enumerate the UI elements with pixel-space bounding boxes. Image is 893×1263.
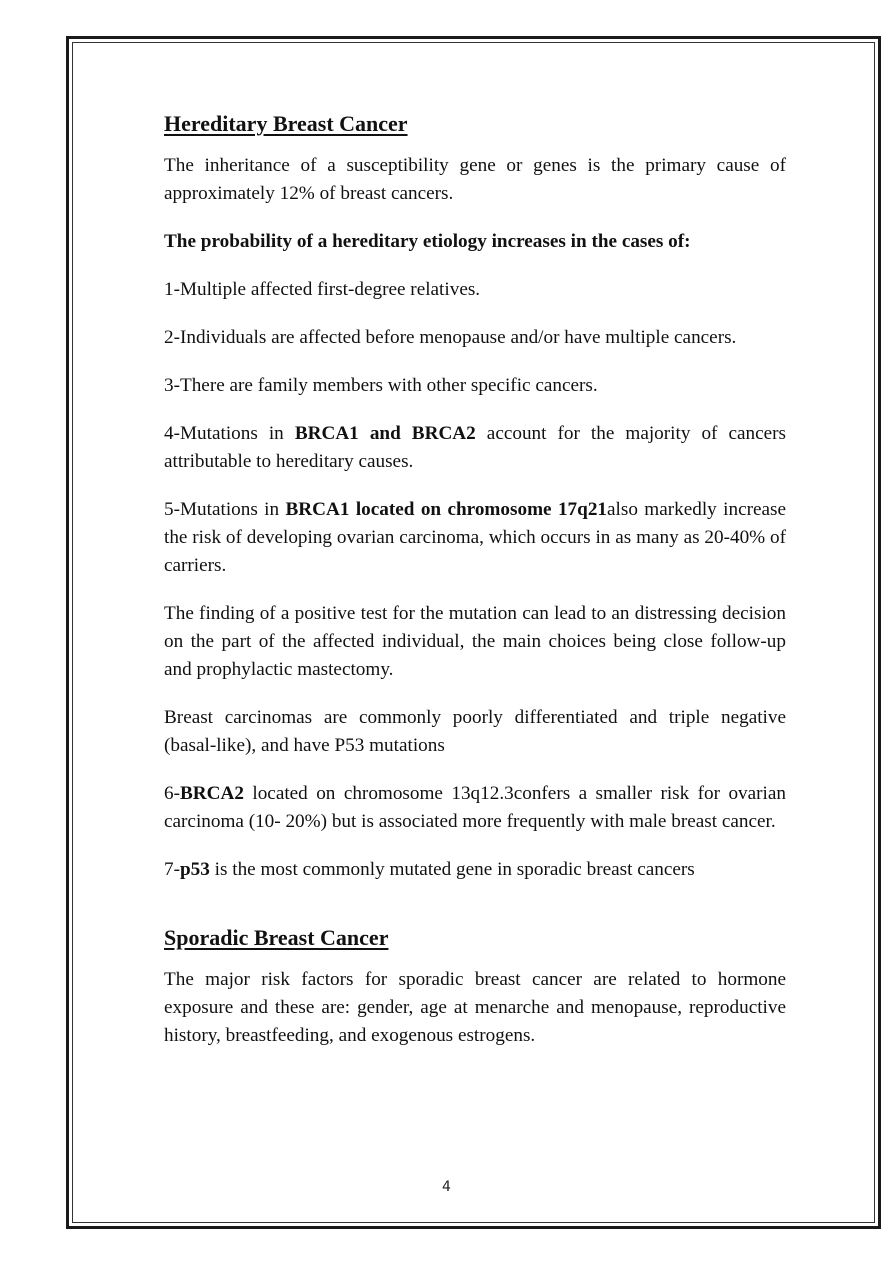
list-item-4-post: account for the majority of cancers attributable to hereditary causes.	[164, 423, 786, 472]
list-item-5	[164, 496, 786, 580]
document-body	[164, 108, 786, 1070]
list-item-1: 1-Multiple affected first-degree relatives.	[164, 279, 481, 300]
heading-hereditary-breast-cancer: Hereditary Breast Cancer	[164, 111, 408, 136]
list-item-6-post: located on chromosome 13q12.3confers a smaller risk for ovarian carcinoma (10- 20%) but is associated more frequently with male breast cancer.	[164, 783, 786, 832]
sporadic-intro-paragraph: The major risk factors for sporadic breast cancer are related to hormone exposure and these are: gender, age at menarche and menopause, reproductive history, breastfeeding, and exogenous estrogens.	[164, 969, 786, 1046]
list-item-5-bold: BRCA1 located on chromosome 17q21	[285, 499, 608, 520]
list-item-7-post: is the most commonly mutated gene in sporadic breast cancers	[209, 859, 695, 880]
list-item-4-bold: BRCA1 and BRCA2	[294, 423, 476, 444]
list-item-6-bold: BRCA2	[179, 783, 244, 804]
intro-paragraph: The inheritance of a susceptibility gene or genes is the primary cause of approximately 12% of breast cancers.	[164, 155, 786, 204]
list-item-7-pre: 7-	[164, 859, 180, 880]
page-number: 4	[442, 1179, 451, 1195]
paragraph-carcinomas: Breast carcinomas are commonly poorly differentiated and triple negative (basal-like), and have P53 mutations	[164, 707, 786, 756]
paragraph-positive-test: The finding of a positive test for the mutation can lead to an distressing decision on the part of the affected individual, the main choices being close follow-up and prophylactic mastectomy.	[164, 603, 786, 680]
list-item-7	[164, 856, 786, 884]
list-item-3: 3-There are family members with other specific cancers.	[164, 375, 598, 396]
list-item-7-bold: p53	[179, 859, 210, 880]
list-item-4	[164, 420, 786, 476]
list-item-5-pre: 5-Mutations in	[164, 499, 286, 520]
lead-statement: The probability of a hereditary etiology increases in the cases of:	[164, 231, 691, 252]
list-item-6-pre: 6-	[164, 783, 180, 804]
list-item-5-post: also markedly increase the risk of developing ovarian carcinoma, which occurs in as many as 20-40% of carriers.	[164, 499, 786, 576]
list-item-6	[164, 780, 786, 836]
list-item-2: 2-Individuals are affected before menopause and/or have multiple cancers.	[164, 327, 737, 348]
list-item-4-pre: 4-Mutations in	[164, 423, 295, 444]
heading-sporadic-breast-cancer: Sporadic Breast Cancer	[164, 925, 389, 950]
